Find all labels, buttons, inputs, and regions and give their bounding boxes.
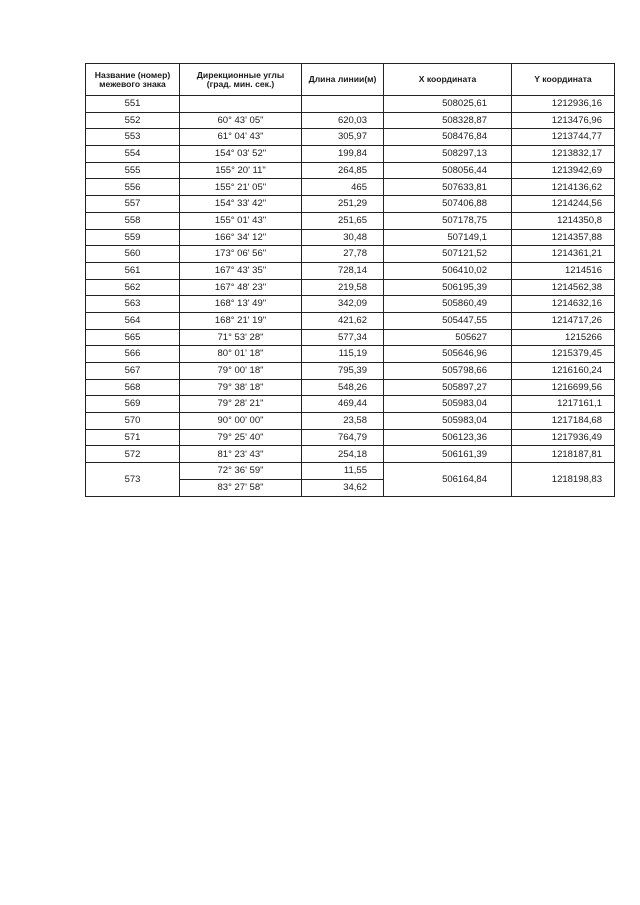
header-direction-angle-line2: (град. мин. сек.) xyxy=(206,78,275,89)
mark-name-cell: 566 xyxy=(86,346,180,363)
line-length-cell: 469,44 xyxy=(302,396,384,413)
y-coordinate-cell: 1214717,26 xyxy=(512,312,615,329)
mark-name-cell: 568 xyxy=(86,379,180,396)
x-coordinate-cell: 505983,04 xyxy=(384,413,512,430)
y-coordinate-cell: 1214244,56 xyxy=(512,196,615,213)
direction-angle-cell: 72° 36' 59" xyxy=(180,463,302,480)
line-length-cell: 764,79 xyxy=(302,429,384,446)
mark-name-cell: 559 xyxy=(86,229,180,246)
x-coordinate-cell: 506123,36 xyxy=(384,429,512,446)
line-length-cell: 620,03 xyxy=(302,112,384,129)
mark-name-cell: 553 xyxy=(86,129,180,146)
x-coordinate-cell: 507633,81 xyxy=(384,179,512,196)
x-coordinate-cell: 505646,96 xyxy=(384,346,512,363)
direction-angle-cell: 90° 00' 00" xyxy=(180,413,302,430)
line-length-cell: 465 xyxy=(302,179,384,196)
direction-angle-cell: 61° 04' 43" xyxy=(180,129,302,146)
line-length-cell: 251,65 xyxy=(302,212,384,229)
y-coordinate-cell: 1213476,96 xyxy=(512,112,615,129)
line-length-cell-empty xyxy=(302,96,384,113)
x-coordinate-cell: 505983,04 xyxy=(384,396,512,413)
line-length-cell: 342,09 xyxy=(302,296,384,313)
line-length-cell: 219,58 xyxy=(302,279,384,296)
line-length-cell: 254,18 xyxy=(302,446,384,463)
boundary-marks-table xyxy=(85,63,615,497)
line-length-cell: 11,55 xyxy=(302,463,384,480)
y-coordinate-cell: 1214562,38 xyxy=(512,279,615,296)
line-length-cell: 264,85 xyxy=(302,162,384,179)
y-coordinate-cell: 1214350,8 xyxy=(512,212,615,229)
y-coordinate-cell: 1217936,49 xyxy=(512,429,615,446)
mark-name-cell: 558 xyxy=(86,212,180,229)
direction-angle-cell: 60° 43' 05" xyxy=(180,112,302,129)
y-coordinate-cell: 1218198,83 xyxy=(512,463,615,496)
direction-angle-cell: 71° 53' 28" xyxy=(180,329,302,346)
direction-angle-cell: 173° 06' 56" xyxy=(180,246,302,263)
direction-angle-cell: 155° 21' 05" xyxy=(180,179,302,196)
mark-name-cell: 569 xyxy=(86,396,180,413)
header-row xyxy=(86,64,615,96)
direction-angle-cell: 154° 33' 42" xyxy=(180,196,302,213)
y-coordinate-cell: 1216699,56 xyxy=(512,379,615,396)
mark-name-cell: 573 xyxy=(86,463,180,496)
x-coordinate-cell: 507121,52 xyxy=(384,246,512,263)
mark-name-cell: 560 xyxy=(86,246,180,263)
mark-name-cell: 565 xyxy=(86,329,180,346)
line-length-cell: 577,34 xyxy=(302,329,384,346)
y-coordinate-cell: 1215266 xyxy=(512,329,615,346)
line-length-cell: 421,62 xyxy=(302,312,384,329)
mark-name-cell: 562 xyxy=(86,279,180,296)
line-length-cell: 305,97 xyxy=(302,129,384,146)
x-coordinate-cell: 505447,55 xyxy=(384,312,512,329)
direction-angle-cell: 155° 01' 43" xyxy=(180,212,302,229)
x-coordinate-cell: 505860,49 xyxy=(384,296,512,313)
line-length-cell: 34,62 xyxy=(302,479,384,496)
mark-name-cell: 570 xyxy=(86,413,180,430)
x-coordinate-cell: 508328,87 xyxy=(384,112,512,129)
x-coordinate-cell: 507149,1 xyxy=(384,229,512,246)
y-coordinate-cell: 1214136,62 xyxy=(512,179,615,196)
direction-angle-cell: 154° 03' 52" xyxy=(180,146,302,163)
y-coordinate-cell: 1214632,16 xyxy=(512,296,615,313)
direction-angle-cell: 79° 28' 21" xyxy=(180,396,302,413)
line-length-cell: 27,78 xyxy=(302,246,384,263)
header-mark-name xyxy=(86,64,180,96)
line-length-cell: 199,84 xyxy=(302,146,384,163)
direction-angle-cell: 79° 38' 18" xyxy=(180,379,302,396)
header-x-coordinate: X координата xyxy=(384,64,512,96)
x-coordinate-cell: 506161,39 xyxy=(384,446,512,463)
y-coordinate-cell: 1213942,69 xyxy=(512,162,615,179)
direction-angle-cell: 79° 00' 18" xyxy=(180,363,302,380)
x-coordinate-cell: 508025,61 xyxy=(384,96,512,113)
mark-name-cell: 555 xyxy=(86,162,180,179)
direction-angle-cell: 168° 21' 19" xyxy=(180,312,302,329)
y-coordinate-cell: 1214357,88 xyxy=(512,229,615,246)
line-length-cell: 23,58 xyxy=(302,413,384,430)
x-coordinate-cell: 505798,66 xyxy=(384,363,512,380)
y-coordinate-cell: 1217184,68 xyxy=(512,413,615,430)
line-length-cell: 251,29 xyxy=(302,196,384,213)
x-coordinate-cell: 508056,44 xyxy=(384,162,512,179)
x-coordinate-cell: 506410,02 xyxy=(384,262,512,279)
direction-angle-cell: 167° 48' 23" xyxy=(180,279,302,296)
x-coordinate-cell: 505627 xyxy=(384,329,512,346)
direction-angle-cell: 80° 01' 18" xyxy=(180,346,302,363)
header-direction-angle xyxy=(180,64,302,96)
mark-name-cell: 557 xyxy=(86,196,180,213)
header-line-length: Длина линии(м) xyxy=(302,64,384,96)
x-coordinate-cell: 507178,75 xyxy=(384,212,512,229)
mark-name-cell: 572 xyxy=(86,446,180,463)
x-coordinate-cell: 508297,13 xyxy=(384,146,512,163)
line-length-cell: 30,48 xyxy=(302,229,384,246)
header-mark-name-line2: межевого знака xyxy=(99,78,166,89)
line-length-cell: 795,39 xyxy=(302,363,384,380)
line-length-cell: 548,26 xyxy=(302,379,384,396)
y-coordinate-cell: 1217161,1 xyxy=(512,396,615,413)
direction-angle-cell-empty xyxy=(180,96,302,113)
line-length-cell: 115,19 xyxy=(302,346,384,363)
y-coordinate-cell: 1213744,77 xyxy=(512,129,615,146)
y-coordinate-cell: 1213832,17 xyxy=(512,146,615,163)
direction-angle-cell: 166° 34' 12" xyxy=(180,229,302,246)
mark-name-cell: 561 xyxy=(86,262,180,279)
x-coordinate-cell: 508476,84 xyxy=(384,129,512,146)
line-length-cell: 728,14 xyxy=(302,262,384,279)
mark-name-cell: 563 xyxy=(86,296,180,313)
y-coordinate-cell: 1212936,16 xyxy=(512,96,615,113)
mark-name-cell: 556 xyxy=(86,179,180,196)
mark-name-cell: 551 xyxy=(86,96,180,113)
header-mark-name-line1: Название (номер) xyxy=(94,69,171,80)
x-coordinate-cell: 507406,88 xyxy=(384,196,512,213)
direction-angle-cell: 79° 25' 40" xyxy=(180,429,302,446)
x-coordinate-cell: 506164,84 xyxy=(384,463,512,496)
x-coordinate-cell: 505897,27 xyxy=(384,379,512,396)
mark-name-cell: 552 xyxy=(86,112,180,129)
header-y-coordinate: Y координата xyxy=(512,64,615,96)
direction-angle-cell: 81° 23' 43" xyxy=(180,446,302,463)
table-row xyxy=(86,96,615,113)
header-direction-angle-line1: Дирекционные углы xyxy=(196,69,285,80)
direction-angle-cell: 167° 43' 35" xyxy=(180,262,302,279)
y-coordinate-cell: 1214516 xyxy=(512,262,615,279)
mark-name-cell: 567 xyxy=(86,363,180,380)
mark-name-cell: 554 xyxy=(86,146,180,163)
y-coordinate-cell: 1215379,45 xyxy=(512,346,615,363)
direction-angle-cell: 83° 27' 58" xyxy=(180,479,302,496)
x-coordinate-cell: 506195,39 xyxy=(384,279,512,296)
direction-angle-cell: 155° 20' 11" xyxy=(180,162,302,179)
mark-name-cell: 571 xyxy=(86,429,180,446)
y-coordinate-cell: 1216160,24 xyxy=(512,363,615,380)
mark-name-cell: 564 xyxy=(86,312,180,329)
y-coordinate-cell: 1218187,81 xyxy=(512,446,615,463)
y-coordinate-cell: 1214361,21 xyxy=(512,246,615,263)
boundary-marks-table-container xyxy=(85,63,614,497)
direction-angle-cell: 168° 13' 49" xyxy=(180,296,302,313)
